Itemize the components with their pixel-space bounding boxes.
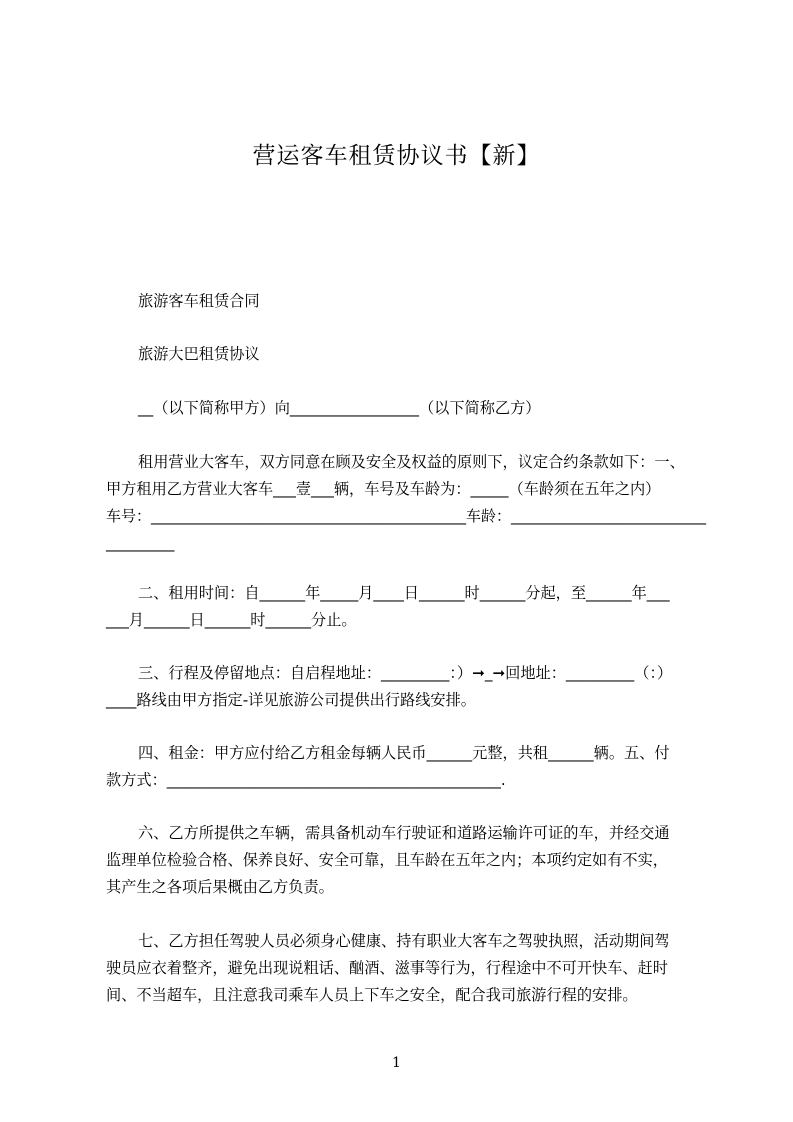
paragraph-line: ____路线由甲方指定-详见旅游公司提供出行路线安排。 bbox=[106, 691, 476, 709]
paragraph-line: 车号：__________________________________________车龄：__________________________ bbox=[106, 507, 707, 525]
paragraph-line: 驶员应衣着整齐，避免出现说粗话、酗酒、滋事等行为，行程途中不可开快车、赶时 bbox=[106, 959, 668, 977]
paragraph-line: ___月______日______时______分止。 bbox=[106, 611, 357, 629]
paragraph-line: 甲方租用乙方营业大客车___壹___辆，车号及车龄为：_____（车龄须在五年之内） bbox=[106, 480, 661, 498]
paragraph-line: 旅游大巴租赁协议 bbox=[138, 345, 260, 363]
paragraph-line: _________ bbox=[106, 534, 175, 552]
paragraph-line: 其产生之各项后果概由乙方负责。 bbox=[106, 878, 334, 896]
paragraph-line: 监理单位检验合格、保养良好、安全可靠，且车龄在五年之内；本项约定如有不实， bbox=[106, 851, 668, 869]
paragraph-line: 旅游客车租赁合同 bbox=[138, 292, 260, 310]
document-title: 营运客车租赁协议书【新】 bbox=[252, 143, 541, 169]
paragraph-line: __（以下简称甲方）向_________________（以下简称乙方） bbox=[138, 399, 541, 417]
page-number: 1 bbox=[392, 1055, 401, 1071]
paragraph-line: 四、租金：甲方应付给乙方租金每辆人民币______元整，共租______辆。五、付 bbox=[138, 744, 670, 762]
paragraph-line: 六、乙方所提供之车辆，需具备机动车行驶证和道路运输许可证的车，并经交通 bbox=[138, 824, 670, 842]
paragraph-line: 间、不当超车，且注意我司乘车人员上下车之安全，配合我司旅游行程的安排。 bbox=[106, 986, 638, 1004]
paragraph-line: 二、租用时间：自______年_____月____日______时______分起，至______年___ bbox=[138, 584, 670, 602]
paragraph-line: 三、行程及停留地点：自启程地址：_________：）➞_➞回地址：_________（：） bbox=[138, 664, 673, 682]
paragraph-line: 租用营业大客车，双方同意在顾及安全及权益的原则下，议定合约条款如下：一、 bbox=[138, 453, 685, 471]
paragraph-line: 款方式：____________________________________________. bbox=[106, 771, 506, 789]
paragraph-line: 七、乙方担任驾驶人员必须身心健康、持有职业大客车之驾驶执照，活动期间驾 bbox=[138, 932, 670, 950]
